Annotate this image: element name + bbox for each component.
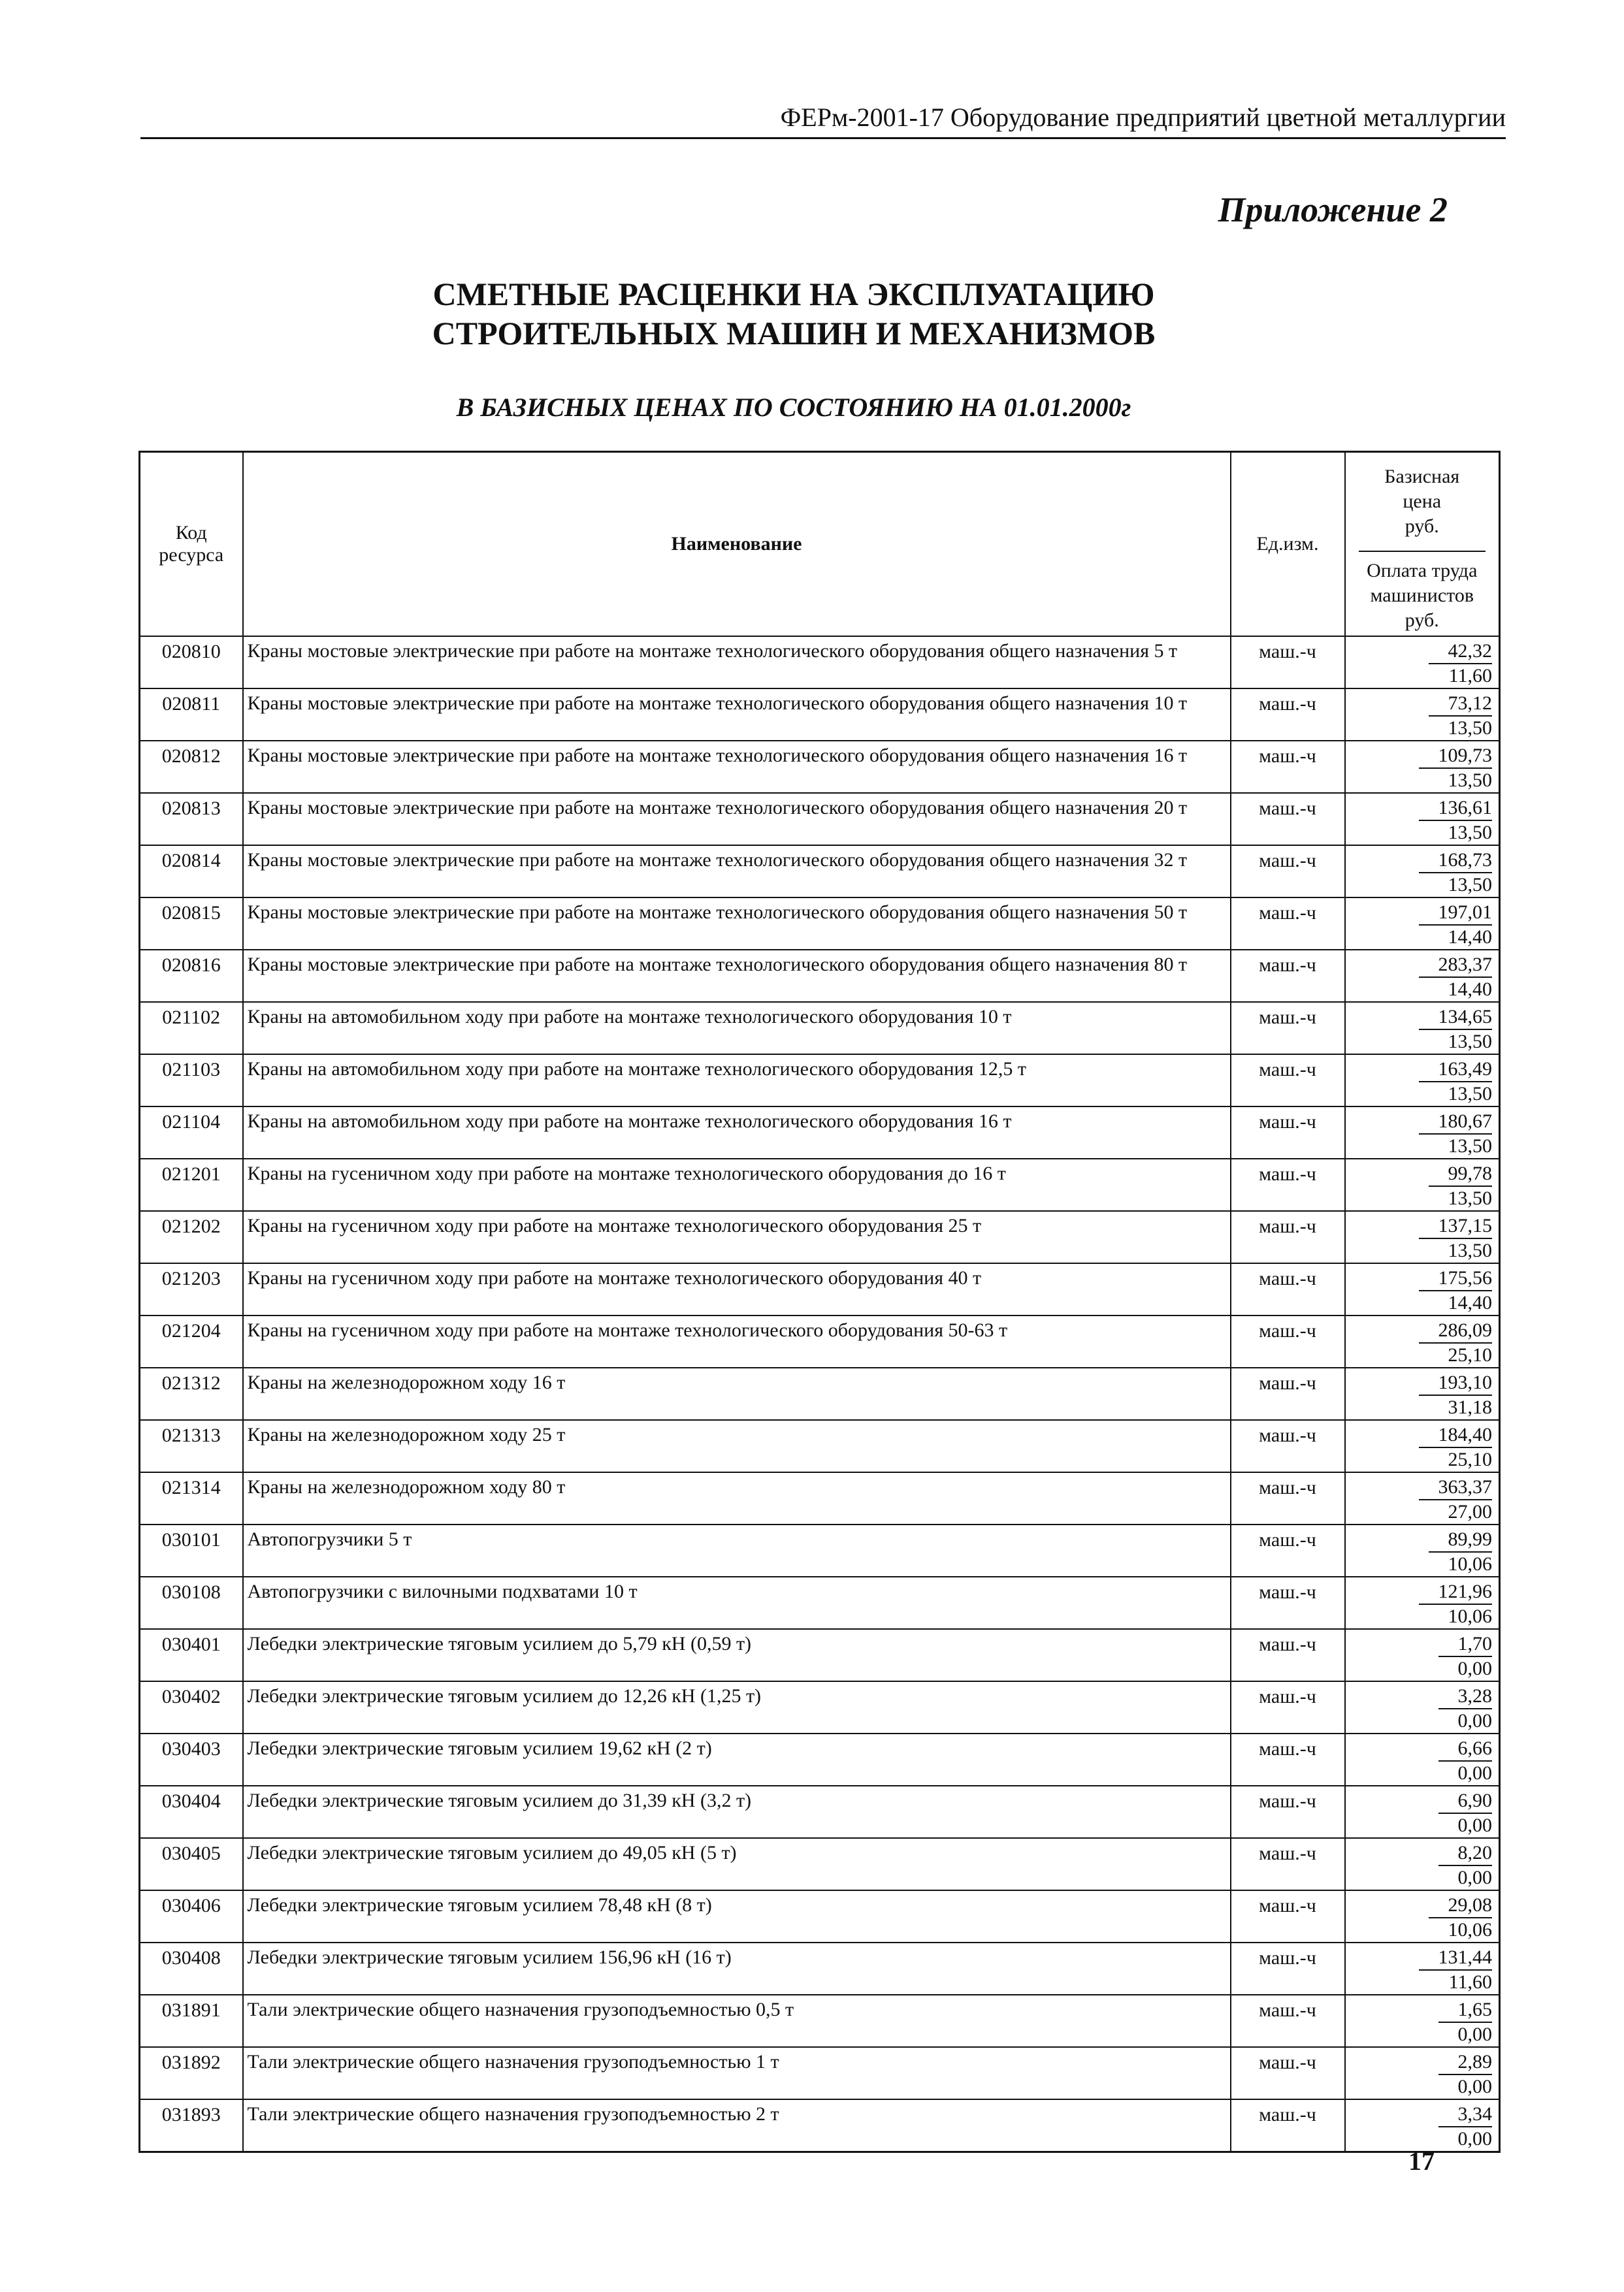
cell-name: Автопогрузчики с вилочными подхватами 10 т: [243, 1577, 1231, 1629]
cell-unit: маш.-ч: [1231, 1629, 1345, 1681]
cell-name: Тали электрические общего назначения грузоподъемностью 2 т: [243, 2099, 1231, 2152]
base-price: 6,90: [1438, 1789, 1493, 1814]
table-row: [140, 1315, 1500, 1368]
cell-code: 020813: [140, 793, 243, 845]
cell-unit: маш.-ч: [1231, 741, 1345, 793]
table-row: [140, 1943, 1500, 1995]
machinist-wage: 13,50: [1448, 822, 1492, 843]
base-price: 197,01: [1419, 901, 1493, 926]
cell-unit: маш.-ч: [1231, 1420, 1345, 1472]
cell-unit: маш.-ч: [1231, 897, 1345, 950]
header-code-line: ресурса: [159, 544, 224, 566]
machinist-wage: 11,60: [1448, 665, 1492, 686]
base-price: 136,61: [1419, 796, 1493, 821]
cell-price: [1345, 2099, 1500, 2152]
base-price: 184,40: [1419, 1423, 1493, 1448]
machinist-wage: 0,00: [1457, 2076, 1492, 2097]
table-row: [140, 1106, 1500, 1159]
machinist-wage: 13,50: [1448, 769, 1492, 791]
cell-code: 021201: [140, 1159, 243, 1211]
base-price: 89,99: [1429, 1528, 1493, 1553]
cell-name: Лебедки электрические тяговым усилием 78,48 кН (8 т): [243, 1890, 1231, 1943]
cell-code: 020816: [140, 950, 243, 1002]
cell-code: 021203: [140, 1263, 243, 1315]
cell-code: 031892: [140, 2047, 243, 2099]
cell-price: [1345, 688, 1500, 741]
table-row: [140, 636, 1500, 688]
cell-price: [1345, 1211, 1500, 1263]
base-price: 109,73: [1419, 744, 1493, 769]
cell-price: [1345, 1629, 1500, 1681]
cell-name: Краны мостовые электрические при работе на монтаже технологического оборудования общего назначения 10 т: [243, 688, 1231, 741]
machinist-wage: 31,18: [1448, 1396, 1492, 1418]
cell-unit: маш.-ч: [1231, 845, 1345, 897]
cell-price: [1345, 1054, 1500, 1106]
cell-price: [1345, 1420, 1500, 1472]
table-row: [140, 897, 1500, 950]
header-price-line: цена: [1403, 491, 1442, 512]
base-price: 6,66: [1438, 1737, 1493, 1762]
cell-name: Краны мостовые электрические при работе на монтаже технологического оборудования общего назначения 16 т: [243, 741, 1231, 793]
cell-name: Краны мостовые электрические при работе на монтаже технологического оборудования общего назначения 20 т: [243, 793, 1231, 845]
machinist-wage: 13,50: [1448, 1240, 1492, 1261]
cell-unit: маш.-ч: [1231, 950, 1345, 1002]
cell-price: [1345, 1368, 1500, 1420]
cell-unit: маш.-ч: [1231, 1472, 1345, 1525]
table-row: [140, 1263, 1500, 1315]
base-price: 8,20: [1438, 1841, 1493, 1866]
cell-code: 020814: [140, 845, 243, 897]
cell-price: [1345, 897, 1500, 950]
machinist-wage: 0,00: [1457, 2128, 1492, 2150]
cell-price: [1345, 950, 1500, 1002]
cell-name: Тали электрические общего назначения грузоподъемностью 1 т: [243, 2047, 1231, 2099]
table-row: [140, 1420, 1500, 1472]
cell-code: 030402: [140, 1681, 243, 1734]
machinist-wage: 14,40: [1448, 926, 1492, 948]
cell-code: 021314: [140, 1472, 243, 1525]
cell-unit: маш.-ч: [1231, 2099, 1345, 2152]
machinist-wage: 0,00: [1457, 1658, 1492, 1679]
machinist-wage: 10,06: [1448, 1606, 1492, 1627]
base-price: 29,08: [1429, 1894, 1493, 1918]
table-row: [140, 1838, 1500, 1890]
machinist-wage: 0,00: [1457, 1815, 1492, 1836]
base-price: 286,09: [1419, 1319, 1493, 1344]
base-price: 42,32: [1429, 639, 1493, 664]
base-price: 283,37: [1419, 953, 1493, 978]
cell-name: Лебедки электрические тяговым усилием до 49,05 кН (5 т): [243, 1838, 1231, 1890]
title-line: СМЕТНЫЕ РАСЦЕНКИ НА ЭКСПЛУАТАЦИЮ: [432, 276, 1155, 312]
cell-code: 021202: [140, 1211, 243, 1263]
cell-name: Лебедки электрические тяговым усилием до 12,26 кН (1,25 т): [243, 1681, 1231, 1734]
cell-code: 030405: [140, 1838, 243, 1890]
machinist-wage: 14,40: [1448, 1292, 1492, 1314]
cell-code: 031891: [140, 1995, 243, 2047]
machinist-wage: 25,10: [1448, 1449, 1492, 1470]
header-name: Наименование: [243, 452, 1231, 637]
base-price: 175,56: [1419, 1267, 1493, 1291]
cell-name: Лебедки электрические тяговым усилием 19,62 кН (2 т): [243, 1734, 1231, 1786]
cell-price: [1345, 1159, 1500, 1211]
cell-name: Краны на гусеничном ходу при работе на монтаже технологического оборудования 50-63 т: [243, 1315, 1231, 1368]
cell-code: 030401: [140, 1629, 243, 1681]
machinist-wage: 10,06: [1448, 1919, 1492, 1941]
table-row: [140, 688, 1500, 741]
cell-name: Краны на гусеничном ходу при работе на монтаже технологического оборудования до 16 т: [243, 1159, 1231, 1211]
cell-name: Краны на автомобильном ходу при работе на монтаже технологического оборудования 16 т: [243, 1106, 1231, 1159]
table-row: [140, 1211, 1500, 1263]
machinist-wage: 0,00: [1457, 1762, 1492, 1784]
cell-price: [1345, 1263, 1500, 1315]
cell-unit: маш.-ч: [1231, 1263, 1345, 1315]
cell-code: 030408: [140, 1943, 243, 1995]
table-row: [140, 1734, 1500, 1786]
cell-code: 021312: [140, 1368, 243, 1420]
table-row: [140, 1472, 1500, 1525]
cell-code: 030404: [140, 1786, 243, 1838]
cell-unit: маш.-ч: [1231, 1159, 1345, 1211]
base-price: 134,65: [1419, 1005, 1493, 1030]
cell-price: [1345, 1472, 1500, 1525]
table-row: [140, 1002, 1500, 1054]
cell-unit: маш.-ч: [1231, 1838, 1345, 1890]
machinist-wage: 10,06: [1448, 1553, 1492, 1575]
cell-unit: маш.-ч: [1231, 1681, 1345, 1734]
base-price: 73,12: [1429, 692, 1493, 717]
base-price: 121,96: [1419, 1580, 1493, 1605]
table-row: [140, 845, 1500, 897]
machinist-wage: 0,00: [1457, 1710, 1492, 1732]
cell-unit: маш.-ч: [1231, 1786, 1345, 1838]
machinist-wage: 13,50: [1448, 1031, 1492, 1052]
cell-name: Краны мостовые электрические при работе на монтаже технологического оборудования общего назначения 32 т: [243, 845, 1231, 897]
table-row: [140, 1525, 1500, 1577]
cell-name: Краны на железнодорожном ходу 80 т: [243, 1472, 1231, 1525]
cell-name: Лебедки электрические тяговым усилием до 31,39 кН (3,2 т): [243, 1786, 1231, 1838]
base-price: 99,78: [1429, 1162, 1493, 1187]
cell-price: [1345, 1786, 1500, 1838]
base-price: 180,67: [1419, 1110, 1493, 1135]
cell-price: [1345, 1681, 1500, 1734]
cell-code: 031893: [140, 2099, 243, 2152]
machinist-wage: 13,50: [1448, 717, 1492, 739]
machinist-wage: 0,00: [1457, 2024, 1492, 2045]
cell-code: 020811: [140, 688, 243, 741]
cell-price: [1345, 793, 1500, 845]
cell-unit: маш.-ч: [1231, 1368, 1345, 1420]
cell-price: [1345, 636, 1500, 688]
table-row: [140, 1890, 1500, 1943]
cell-unit: маш.-ч: [1231, 1734, 1345, 1786]
cell-name: Краны мостовые электрические при работе на монтаже технологического оборудования общего назначения 80 т: [243, 950, 1231, 1002]
base-price: 1,70: [1438, 1632, 1493, 1657]
machinist-wage: 13,50: [1448, 1083, 1492, 1105]
cell-unit: маш.-ч: [1231, 636, 1345, 688]
cell-price: [1345, 1525, 1500, 1577]
header-base-price: [1346, 455, 1499, 551]
cell-price: [1345, 1315, 1500, 1368]
header-wage: [1359, 551, 1486, 633]
cell-price: [1345, 741, 1500, 793]
cell-code: 021104: [140, 1106, 243, 1159]
base-price: 2,89: [1438, 2050, 1493, 2075]
cell-name: Автопогрузчики 5 т: [243, 1525, 1231, 1577]
cell-unit: маш.-ч: [1231, 1525, 1345, 1577]
header-unit: Ед.изм.: [1231, 452, 1345, 637]
title-line: СТРОИТЕЛЬНЫХ МАШИН И МЕХАНИЗМОВ: [432, 315, 1156, 351]
header-price: [1345, 452, 1500, 637]
cell-price: [1345, 845, 1500, 897]
running-header: ФЕРм-2001-17 Оборудование предприятий цветной металлургии: [140, 99, 1506, 139]
cell-code: 021102: [140, 1002, 243, 1054]
cell-code: 030108: [140, 1577, 243, 1629]
cell-name: Краны мостовые электрические при работе на монтаже технологического оборудования общего назначения 50 т: [243, 897, 1231, 950]
cell-name: Краны на гусеничном ходу при работе на монтаже технологического оборудования 25 т: [243, 1211, 1231, 1263]
cell-unit: маш.-ч: [1231, 1315, 1345, 1368]
machinist-wage: 11,60: [1448, 1971, 1492, 1993]
table-body: [140, 636, 1500, 2152]
cell-price: [1345, 2047, 1500, 2099]
machinist-wage: 13,50: [1448, 1135, 1492, 1157]
machinist-wage: 13,50: [1448, 1187, 1492, 1209]
cell-price: [1345, 1995, 1500, 2047]
table-row: [140, 1681, 1500, 1734]
cell-code: 021313: [140, 1420, 243, 1472]
cell-unit: маш.-ч: [1231, 1995, 1345, 2047]
rates-table: [138, 451, 1501, 2153]
document-title: [140, 274, 1447, 353]
cell-price: [1345, 1002, 1500, 1054]
document-subtitle: В БАЗИСНЫХ ЦЕНАХ ПО СОСТОЯНИЮ НА 01.01.2000г: [456, 393, 1131, 422]
table-row: [140, 1577, 1500, 1629]
cell-price: [1345, 1577, 1500, 1629]
page-number: 17: [1408, 2146, 1435, 2176]
cell-code: 030101: [140, 1525, 243, 1577]
base-price: 131,44: [1419, 1946, 1493, 1971]
base-price: 363,37: [1419, 1476, 1493, 1500]
table-row: [140, 1368, 1500, 1420]
cell-code: 021204: [140, 1315, 243, 1368]
table-row: [140, 1786, 1500, 1838]
cell-unit: маш.-ч: [1231, 1890, 1345, 1943]
cell-unit: маш.-ч: [1231, 793, 1345, 845]
cell-code: 030406: [140, 1890, 243, 1943]
table-row: [140, 1629, 1500, 1681]
cell-name: Краны на автомобильном ходу при работе на монтаже технологического оборудования 10 т: [243, 1002, 1231, 1054]
cell-price: [1345, 1838, 1500, 1890]
base-price: 1,65: [1438, 1998, 1493, 2023]
base-price: 3,28: [1438, 1685, 1493, 1709]
cell-unit: маш.-ч: [1231, 2047, 1345, 2099]
base-price: 3,34: [1438, 2103, 1493, 2127]
header-wage-line: Оплата труда: [1367, 560, 1478, 581]
cell-name: Лебедки электрические тяговым усилием до 5,79 кН (0,59 т): [243, 1629, 1231, 1681]
cell-price: [1345, 1943, 1500, 1995]
cell-price: [1345, 1890, 1500, 1943]
header-price-line: руб.: [1405, 515, 1439, 537]
cell-name: Краны на автомобильном ходу при работе на монтаже технологического оборудования 12,5 т: [243, 1054, 1231, 1106]
cell-name: Тали электрические общего назначения грузоподъемностью 0,5 т: [243, 1995, 1231, 2047]
cell-code: 020815: [140, 897, 243, 950]
header-wage-line: машинистов: [1370, 585, 1474, 606]
cell-price: [1345, 1734, 1500, 1786]
cell-code: 021103: [140, 1054, 243, 1106]
table-row: [140, 1159, 1500, 1211]
cell-unit: маш.-ч: [1231, 1054, 1345, 1106]
cell-unit: маш.-ч: [1231, 1106, 1345, 1159]
header-price-line: Базисная: [1384, 466, 1460, 487]
table-row: [140, 793, 1500, 845]
cell-name: Краны на железнодорожном ходу 16 т: [243, 1368, 1231, 1420]
cell-unit: маш.-ч: [1231, 1002, 1345, 1054]
machinist-wage: 27,00: [1448, 1501, 1492, 1523]
cell-code: 020810: [140, 636, 243, 688]
cell-unit: маш.-ч: [1231, 1211, 1345, 1263]
base-price: 193,10: [1419, 1371, 1493, 1396]
table-header-row: [140, 452, 1500, 637]
cell-name: Краны на гусеничном ходу при работе на монтаже технологического оборудования 40 т: [243, 1263, 1231, 1315]
table-row: [140, 1995, 1500, 2047]
appendix-label: Приложение 2: [1218, 190, 1448, 229]
cell-unit: маш.-ч: [1231, 1943, 1345, 1995]
machinist-wage: 13,50: [1448, 874, 1492, 896]
machinist-wage: 25,10: [1448, 1344, 1492, 1366]
header-code-line: Код: [175, 522, 207, 543]
cell-unit: маш.-ч: [1231, 688, 1345, 741]
machinist-wage: 14,40: [1448, 978, 1492, 1000]
cell-name: Лебедки электрические тяговым усилием 156,96 кН (16 т): [243, 1943, 1231, 1995]
cell-code: 030403: [140, 1734, 243, 1786]
header-code: [140, 452, 243, 637]
cell-name: Краны мостовые электрические при работе на монтаже технологического оборудования общего назначения 5 т: [243, 636, 1231, 688]
table-row: [140, 1054, 1500, 1106]
cell-name: Краны на железнодорожном ходу 25 т: [243, 1420, 1231, 1472]
table-row: [140, 741, 1500, 793]
cell-price: [1345, 1106, 1500, 1159]
cell-code: 020812: [140, 741, 243, 793]
table-row: [140, 950, 1500, 1002]
cell-unit: маш.-ч: [1231, 1577, 1345, 1629]
base-price: 137,15: [1419, 1214, 1493, 1239]
header-wage-line: руб.: [1405, 609, 1439, 631]
base-price: 163,49: [1419, 1057, 1493, 1082]
table-row: [140, 2099, 1500, 2152]
machinist-wage: 0,00: [1457, 1867, 1492, 1888]
base-price: 168,73: [1419, 848, 1493, 873]
table-row: [140, 2047, 1500, 2099]
